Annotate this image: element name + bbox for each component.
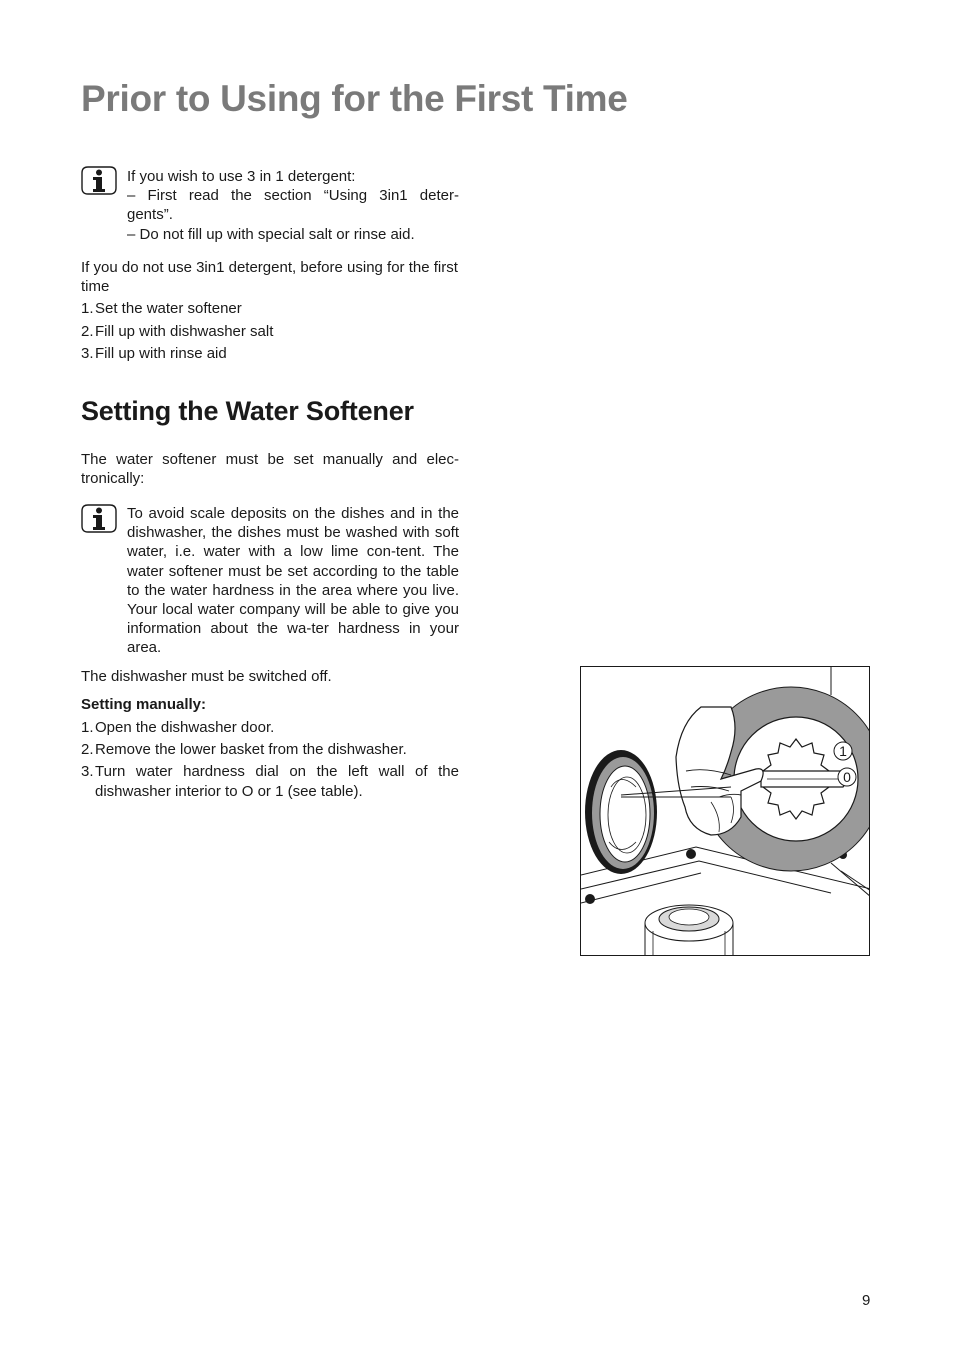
list-text: Fill up with rinse aid <box>95 345 227 362</box>
list-text: Set the water softener <box>95 300 242 317</box>
list-item <box>81 718 459 737</box>
list-text: Turn water hardness dial on the left wall of the dishwasher interior to O or 1 (see table). <box>95 763 459 800</box>
list-item <box>81 322 273 341</box>
list-text: Fill up with dishwasher salt <box>95 323 274 340</box>
list-number: 1. <box>81 719 94 736</box>
softener-intro: The water softener must be set manually and elec-tronically: <box>81 451 459 488</box>
list-text: Open the dishwasher door. <box>95 719 275 736</box>
list-item <box>81 740 459 759</box>
dial-label-1: 1 <box>839 743 847 759</box>
water-hardness-dial-illustration <box>580 666 870 956</box>
dial-label-0: 0 <box>843 769 851 785</box>
manual-steps <box>81 718 459 801</box>
list-number: 3. <box>81 345 94 362</box>
softener-note: To avoid scale deposits on the dishes and in the dishwasher, the dishes must be washed with soft water, i.e. water with a low lime con-tent. The water softener must be set according to the table to the water hardness in the area where you live. Your local water company will be able to give you information about the wa-ter hardness in your area. <box>127 505 459 657</box>
note-3in1-line1: If you wish to use 3 in 1 detergent: <box>127 168 356 185</box>
page-title: Prior to Using for the First Time <box>81 78 628 119</box>
list-number: 2. <box>81 323 94 340</box>
list-number: 3. <box>81 763 94 781</box>
list-number: 2. <box>81 741 94 759</box>
list-text: Remove the lower basket from the dishwasher. <box>95 741 407 759</box>
dial-illustration-svg <box>581 667 870 956</box>
manual-heading: Setting manually: <box>81 696 207 713</box>
info-icon <box>81 166 117 195</box>
page-number: 9 <box>862 1292 871 1309</box>
section-heading: Setting the Water Softener <box>81 396 414 426</box>
info-icon <box>81 504 117 533</box>
list-item <box>81 762 459 800</box>
note-3in1 <box>127 167 459 244</box>
note-3in1-line3: – Do not fill up with special salt or rinse aid. <box>127 225 415 243</box>
intro-text: If you do not use 3in1 detergent, before using for the first time <box>81 259 458 296</box>
list-number: 1. <box>81 300 94 317</box>
note-3in1-line2: – First read the section “Using 3in1 deter-gents”. <box>127 187 459 224</box>
switched-off-text: The dishwasher must be switched off. <box>81 668 332 685</box>
list-item <box>81 344 227 363</box>
list-item <box>81 299 242 318</box>
